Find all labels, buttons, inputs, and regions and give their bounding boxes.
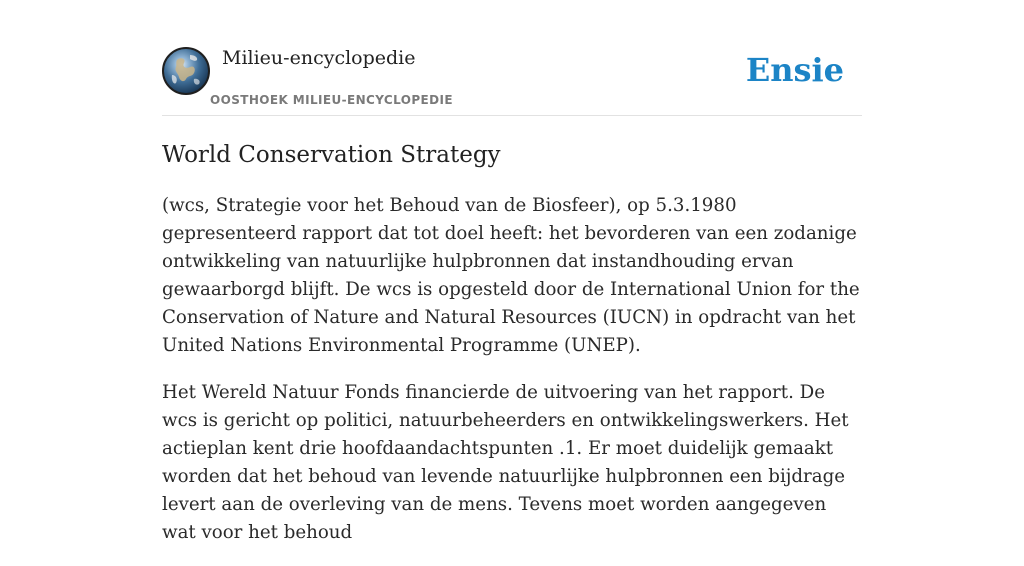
site-subtitle: OOSTHOEK MILIEU-ENCYCLOPEDIE: [210, 93, 453, 107]
article-paragraph: Het Wereld Natuur Fonds financierde de uitvoering van het rapport. De wcs is gericht op politici, natuurbeheerders en ontwikkelingswerkers. Het actieplan kent drie hoofdaandachtspunten .1. Er moet duidelijk gemaakt worden dat het behoud van levende natuurlijke hulpbronnen een bijdrage levert aan de overleving van de mens. Tevens moet worden aangegeven wat voor het behoud: [162, 382, 849, 543]
header-divider: [162, 115, 862, 116]
earth-globe-icon[interactable]: [162, 47, 210, 95]
site-title[interactable]: Milieu-encyclopedie: [222, 47, 416, 69]
article-paragraph: (wcs, Strategie voor het Behoud van de Biosfeer), op 5.3.1980 gepresenteerd rapport dat tot doel heeft: het bevorderen van een zodanige ontwikkeling van natuurlijke hulpbronnen dat instandhouding ervan gewaarborgd blijft. De wcs is opgesteld door de International Union for the Conservation of Nature and Natural Resources (IUCN) in opdracht van het United Nations Environmental Programme (UNEP).: [162, 195, 860, 356]
article-title: World Conservation Strategy: [162, 142, 501, 168]
earth-globe-graphic: [164, 49, 208, 93]
brand-logo-link[interactable]: Ensie: [745, 51, 844, 89]
article-body: [162, 192, 862, 566]
